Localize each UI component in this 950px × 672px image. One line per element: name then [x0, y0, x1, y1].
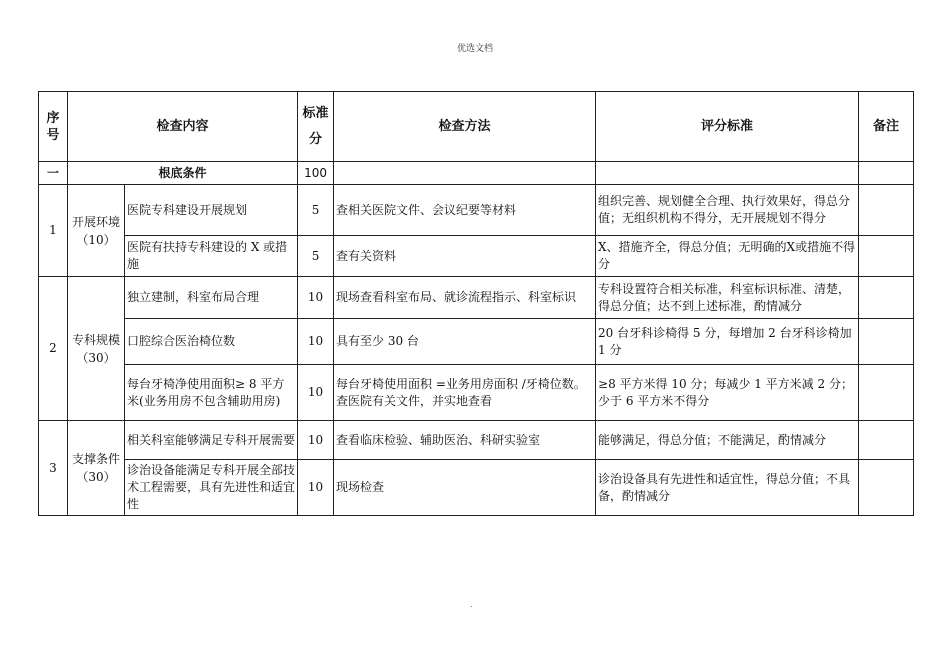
table-row	[39, 236, 914, 277]
header-remarks: 备注	[859, 92, 914, 162]
item-content: 口腔综合医治椅位数	[125, 319, 298, 365]
header-score	[298, 92, 334, 162]
item-method: 具有至少 30 台	[334, 319, 596, 365]
section-score: 100	[298, 162, 334, 185]
section-title: 根底条件	[68, 162, 298, 185]
header-content: 检查内容	[68, 92, 298, 162]
group-category	[68, 421, 125, 516]
group-category-name: 支撑条件	[71, 452, 120, 466]
header-method: 检查方法	[334, 92, 596, 162]
group-category-points: （10）	[76, 232, 116, 247]
section-remarks	[859, 162, 914, 185]
item-score: 10	[298, 319, 334, 365]
group-index: 2	[39, 277, 68, 421]
group-index: 1	[39, 185, 68, 277]
item-remarks	[859, 277, 914, 319]
group-category-name: 专科规模	[71, 332, 120, 347]
section-method	[334, 162, 596, 185]
table-row	[39, 319, 914, 365]
header-criteria: 评分标准	[596, 92, 859, 162]
page-header: 优选文档	[456, 44, 493, 54]
group-index: 3	[39, 421, 68, 516]
item-method: 现场查看科室布局、就诊流程指示、科室标识	[334, 277, 596, 319]
item-content: 每台牙椅净使用面积≥ 8 平方米(业务用房不包含辅助用房)	[125, 365, 298, 421]
table-row	[39, 421, 914, 460]
section-row	[39, 162, 914, 185]
item-criteria: 诊治设备具有先进性和适宜性，得总分值；不具备，酌情减分	[596, 460, 859, 516]
inspection-standards-table	[38, 91, 914, 516]
page-footer-mark: .	[470, 600, 473, 609]
header-score-line2: 分	[309, 131, 323, 147]
group-category-points: （30）	[76, 350, 116, 365]
table-row	[39, 277, 914, 319]
item-content: 相关科室能够满足专科开展需要	[125, 421, 298, 460]
item-method: 查有关资料	[334, 236, 596, 277]
item-remarks	[859, 365, 914, 421]
item-method: 查相关医院文件、会议纪要等材料	[334, 185, 596, 236]
group-category	[68, 277, 125, 421]
item-content: 医院专科建设开展规划	[125, 185, 298, 236]
item-remarks	[859, 185, 914, 236]
item-score: 10	[298, 277, 334, 319]
header-index: 序号	[39, 92, 68, 162]
item-score: 5	[298, 236, 334, 277]
item-score: 5	[298, 185, 334, 236]
item-score: 10	[298, 421, 334, 460]
item-criteria: 组织完善、规划健全合理、执行效果好，得总分值；无组织机构不得分，无开展规划不得分	[596, 185, 859, 236]
item-method: 查看临床检验、辅助医治、科研实验室	[334, 421, 596, 460]
item-content: 诊治设备能满足专科开展全部技术工程需要，具有先进性和适宜性	[125, 460, 298, 516]
item-score: 10	[298, 460, 334, 516]
group-category	[68, 185, 125, 277]
item-criteria: 专科设置符合相关标准，科室标识标准、清楚，得总分值；达不到上述标准，酌情减分	[596, 277, 859, 319]
item-criteria: ≥8 平方米得 10 分；每减少 1 平方米减 2 分；少于 6 平方米不得分	[596, 365, 859, 421]
item-remarks	[859, 236, 914, 277]
item-criteria: 能够满足，得总分值；不能满足，酌情减分	[596, 421, 859, 460]
section-criteria	[596, 162, 859, 185]
table-header-row	[39, 92, 914, 162]
table-row	[39, 185, 914, 236]
item-criteria: X、措施齐全，得总分值；无明确的X或措施不得分	[596, 236, 859, 277]
item-method: 每台牙椅使用面积 =业务用房面积 /牙椅位数。查医院有关文件，并实地查看	[334, 365, 596, 421]
item-method: 现场检查	[334, 460, 596, 516]
item-score: 10	[298, 365, 334, 421]
section-index: 一	[39, 162, 68, 185]
group-category-name: 开展环境	[71, 214, 120, 229]
table-row	[39, 460, 914, 516]
header-score-line1: 标准	[302, 105, 329, 121]
group-category-points: （30）	[76, 470, 116, 484]
item-criteria: 20 台牙科诊椅得 5 分，每增加 2 台牙科诊椅加 1 分	[596, 319, 859, 365]
item-content: 独立建制，科室布局合理	[125, 277, 298, 319]
item-remarks	[859, 460, 914, 516]
item-content: 医院有扶持专科建设的 X 或措施	[125, 236, 298, 277]
table-row	[39, 365, 914, 421]
item-remarks	[859, 421, 914, 460]
item-remarks	[859, 319, 914, 365]
